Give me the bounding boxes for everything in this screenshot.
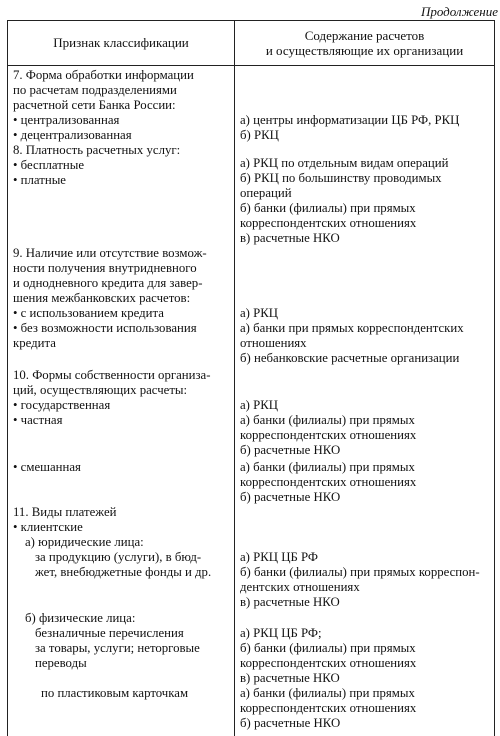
right-line: а) РКЦ ЦБ РФ; xyxy=(240,626,322,640)
right-line: в) расчетные НКО xyxy=(240,231,340,245)
right-line: корреспондентских отношениях xyxy=(240,216,417,230)
left-line: шения межбанковских расчетов: xyxy=(13,291,191,305)
left-line: • платные xyxy=(13,173,66,187)
left-line: расчетной сети Банка России: xyxy=(13,98,176,112)
right-line: б) расчетные НКО xyxy=(240,716,341,730)
header-divider xyxy=(8,65,494,66)
right-line: а) РКЦ xyxy=(240,398,279,412)
right-line: операций xyxy=(240,186,292,200)
right-line: а) банки (филиалы) при прямых xyxy=(240,460,415,474)
right-line: корреспондентских отношениях xyxy=(240,428,417,442)
right-line: а) РКЦ ЦБ РФ xyxy=(240,550,319,564)
right-line: отношениях xyxy=(240,336,307,350)
left-line: по пластиковым карточкам xyxy=(41,686,189,700)
left-line: и однодневного кредита для завер- xyxy=(13,276,203,290)
left-line: за товары, услуги; неторговые xyxy=(35,641,200,655)
column-divider xyxy=(234,21,235,736)
right-line: б) банки (филиалы) при прямых xyxy=(240,201,416,215)
left-line: 8. Платность расчетных услуг: xyxy=(13,143,181,157)
right-line: а) центры информатизации ЦБ РФ, РКЦ xyxy=(240,113,460,127)
right-line: а) банки при прямых корреспондентских xyxy=(240,321,464,335)
right-line: а) РКЦ xyxy=(240,306,279,320)
continuation-label: Продолжение xyxy=(420,4,498,19)
left-line: • децентрализованная xyxy=(13,128,132,142)
left-line: ций, осуществляющих расчеты: xyxy=(13,383,188,397)
left-line: а) юридические лица: xyxy=(25,535,144,549)
right-line: б) банки (филиалы) при прямых корреспон- xyxy=(240,565,480,579)
right-line: б) РКЦ xyxy=(240,128,279,142)
left-line: 11. Виды платежей xyxy=(13,505,117,519)
left-line: 9. Наличие или отсутствие возмож- xyxy=(13,246,207,260)
left-line: • клиентские xyxy=(13,520,83,534)
right-line: б) расчетные НКО xyxy=(240,490,341,504)
right-line: б) РКЦ по большинству проводимых xyxy=(240,171,442,185)
left-line: ности получения внутридневного xyxy=(13,261,197,275)
right-line: б) небанковские расчетные организации xyxy=(240,351,460,365)
left-line: • смешанная xyxy=(13,460,81,474)
right-line: б) банки (филиалы) при прямых xyxy=(240,641,416,655)
left-line: • с использованием кредита xyxy=(13,306,164,320)
left-line: • частная xyxy=(13,413,63,427)
left-line: безналичные перечисления xyxy=(35,626,184,640)
right-line: в) расчетные НКО xyxy=(240,595,340,609)
right-line: корреспондентских отношениях xyxy=(240,656,417,670)
left-line: б) физические лица: xyxy=(25,611,136,625)
right-line: а) РКЦ по отдельным видам операций xyxy=(240,156,449,170)
right-line: дентских отношениях xyxy=(240,580,360,594)
right-line: а) банки (филиалы) при прямых xyxy=(240,686,415,700)
left-line: • без возможности использования xyxy=(13,321,197,335)
left-line: 7. Форма обработки информации xyxy=(13,68,194,82)
left-line: • централизованная xyxy=(13,113,120,127)
classification-table xyxy=(7,20,495,736)
right-line: корреспондентских отношениях xyxy=(240,701,417,715)
left-line: переводы xyxy=(35,656,87,670)
right-line: а) банки (филиалы) при прямых xyxy=(240,413,415,427)
header-classification: Признак классификации xyxy=(53,35,189,50)
right-line: в) расчетные НКО xyxy=(240,671,340,685)
left-line: • бесплатные xyxy=(13,158,85,172)
header-content: Содержание расчетов и осуществляющие их организации xyxy=(265,28,464,58)
left-line: по расчетам подразделениями xyxy=(13,83,177,97)
left-line: 10. Формы собственности организа- xyxy=(13,368,211,382)
left-line: жет, внебюджетные фонды и др. xyxy=(35,565,212,579)
left-line: кредита xyxy=(13,336,56,350)
right-line: корреспондентских отношениях xyxy=(240,475,417,489)
right-line: б) расчетные НКО xyxy=(240,443,341,457)
left-line: за продукцию (услуги), в бюд- xyxy=(35,550,202,564)
left-line: • государственная xyxy=(13,398,111,412)
